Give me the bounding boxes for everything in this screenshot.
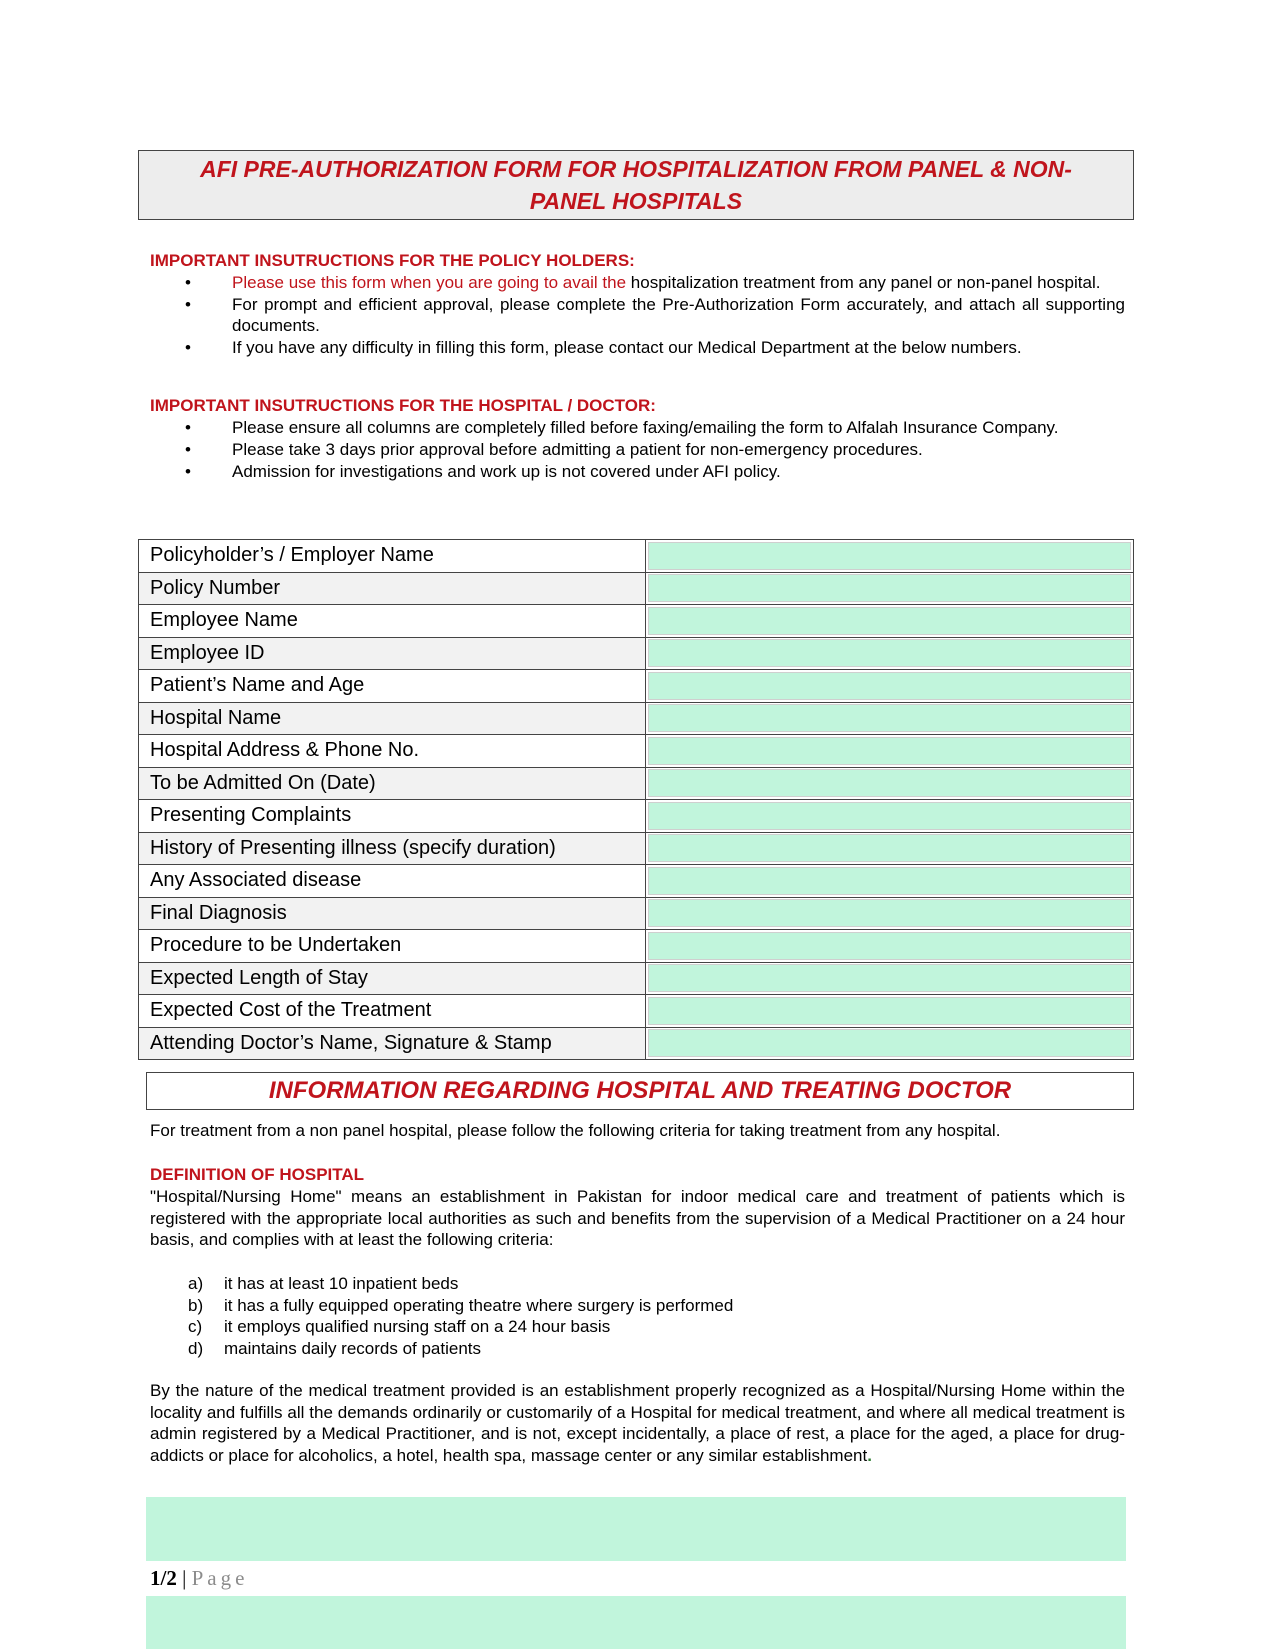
- form-row: [139, 702, 1134, 735]
- form-field-input[interactable]: [648, 964, 1131, 992]
- bullet-icon: •: [185, 418, 191, 437]
- list-item: • Please take 3 days prior approval before admitting a patient for non-emergency procedures.: [185, 440, 923, 459]
- form-field-label: Employee Name: [139, 605, 646, 638]
- form-field-label: Procedure to be Undertaken: [139, 930, 646, 963]
- form-row: [139, 767, 1134, 800]
- form-title-box: [138, 150, 1134, 220]
- form-field-input[interactable]: [648, 899, 1131, 927]
- list-item: [150, 1295, 1125, 1317]
- form-field-input[interactable]: [648, 737, 1131, 765]
- bullet-icon: •: [185, 273, 191, 292]
- list-item: • Admission for investigations and work up is not covered under AFI policy.: [185, 462, 781, 481]
- form-field-input[interactable]: [648, 834, 1131, 862]
- form-field-label: Employee ID: [139, 637, 646, 670]
- form-field-input[interactable]: [648, 574, 1131, 602]
- list-item: • Please ensure all columns are completely filled before faxing/emailing the form to Alfalah Insurance Company.: [185, 418, 1059, 437]
- form-field-label: History of Presenting illness (specify duration): [139, 832, 646, 865]
- closing-paragraph: By the nature of the medical treatment provided is an establishment properly recognized as a Hospital/Nursing Home within the locality and fulfills all the demands ordinarily or customarily of a Hospital for medical treatment, and where all medical treatment is admin registered by a Medical Practitioner, and is not, except incidentally, a place of rest, a place for the aged, a place for drug-addicts or place for alcoholics, a hotel, health spa, massage center or any similar establishment.: [150, 1381, 1125, 1465]
- bullet-icon: •: [185, 295, 191, 314]
- bullet-icon: •: [185, 338, 191, 357]
- form-field-input[interactable]: [648, 997, 1131, 1025]
- form-field-label: Any Associated disease: [139, 865, 646, 898]
- list-item: [150, 1273, 1125, 1295]
- form-row: [139, 1027, 1134, 1060]
- definition-heading: DEFINITION OF HOSPITAL: [150, 1165, 365, 1184]
- form-field-input[interactable]: [648, 932, 1131, 960]
- policy-holders-instructions: [150, 250, 1125, 359]
- form-field-input[interactable]: [648, 769, 1131, 797]
- list-item: [150, 1338, 1125, 1360]
- hospital-doctor-instructions: [150, 395, 1125, 483]
- info-heading: INFORMATION REGARDING HOSPITAL AND TREATING DOCTOR: [268, 1077, 1012, 1104]
- criteria-marker: d): [188, 1338, 204, 1358]
- criteria-list-wrap: [150, 1273, 1125, 1359]
- bullet-icon: •: [185, 440, 191, 459]
- form-row: [139, 897, 1134, 930]
- criteria-text: it has at least 10 inpatient beds: [224, 1274, 459, 1293]
- form-row: [139, 735, 1134, 768]
- list-item: [150, 1316, 1125, 1338]
- pre-authorization-form-table: [138, 539, 1134, 1060]
- criteria-marker: a): [188, 1274, 204, 1293]
- form-row: [139, 995, 1134, 1028]
- form-row: [139, 865, 1134, 898]
- form-field-input[interactable]: [648, 542, 1131, 570]
- form-field-label: Patient’s Name and Age: [139, 670, 646, 703]
- form-row: [139, 670, 1134, 703]
- form-row: [139, 930, 1134, 963]
- form-field-input[interactable]: [648, 639, 1131, 667]
- form-field-label: Hospital Name: [139, 702, 646, 735]
- criteria-text: it has a fully equipped operating theatre where surgery is performed: [224, 1295, 734, 1315]
- form-field-input[interactable]: [648, 672, 1131, 700]
- form-row: [139, 572, 1134, 605]
- form-field-input[interactable]: [648, 607, 1131, 635]
- form-field-label: Hospital Address & Phone No.: [139, 735, 646, 768]
- form-field-input[interactable]: [648, 867, 1131, 895]
- form-title: AFI PRE-AUTHORIZATION FORM FOR HOSPITALIZATION FROM PANEL & NON-PANEL HOSPITALS: [200, 156, 1072, 214]
- hospital-doctor-heading: IMPORTANT INSUTRUCTIONS FOR THE HOSPITAL / DOCTOR:: [150, 396, 656, 415]
- form-field-label: Policyholder’s / Employer Name: [139, 540, 646, 573]
- list-item: • If you have any difficulty in filling this form, please contact our Medical Department at the below numbers.: [185, 338, 1022, 357]
- form-field-input[interactable]: [648, 704, 1131, 732]
- criteria-text: it employs qualified nursing staff on a 24 hour basis: [224, 1317, 611, 1336]
- criteria-text: maintains daily records of patients: [224, 1338, 482, 1358]
- form-row: [139, 605, 1134, 638]
- page-word: Page: [191, 1566, 249, 1590]
- form-row: [139, 800, 1134, 833]
- form-field-label: Attending Doctor’s Name, Signature & Stamp: [139, 1027, 646, 1060]
- form-field-input[interactable]: [648, 802, 1131, 830]
- definition-text: "Hospital/Nursing Home" means an establishment in Pakistan for indoor medical care and treatment of patients which is registered with the appropriate local authorities as such and benefits from the supervision of a Medical Practitioner on a 24 hour basis, and complies with at least the following criteria:: [150, 1187, 1125, 1249]
- form-field-label: Policy Number: [139, 572, 646, 605]
- criteria-list: [150, 1273, 1125, 1359]
- bullet-icon: •: [185, 462, 191, 481]
- definition-section: [150, 1164, 1125, 1251]
- page-number: 1/2: [150, 1566, 177, 1590]
- form-field-input[interactable]: [648, 1029, 1131, 1057]
- form-field-label: Expected Cost of the Treatment: [139, 995, 646, 1028]
- footer-band-top: [146, 1497, 1126, 1561]
- policy-holders-heading: IMPORTANT INSUTRUCTIONS FOR THE POLICY HOLDERS:: [150, 251, 635, 270]
- form-row: [139, 832, 1134, 865]
- footer-band-bottom: [146, 1596, 1126, 1649]
- list-item: • For prompt and efficient approval, please complete the Pre-Authorization Form accurately, and attach all supporting documents.: [185, 295, 1125, 335]
- criteria-marker: c): [188, 1317, 203, 1336]
- page-footer: 1/2 | Page: [150, 1566, 249, 1590]
- form-row: [139, 962, 1134, 995]
- form-field-label: Presenting Complaints: [139, 800, 646, 833]
- form-row: [139, 637, 1134, 670]
- list-item: • Please use this form when you are going to avail the hospitalization treatment from any panel or non-panel hospital.: [185, 273, 1101, 292]
- form-field-label: To be Admitted On (Date): [139, 767, 646, 800]
- criteria-marker: b): [188, 1295, 204, 1315]
- form-field-label: Expected Length of Stay: [139, 962, 646, 995]
- info-intro: For treatment from a non panel hospital, please follow the following criteria for taking treatment from any hospital.: [150, 1121, 1001, 1140]
- info-heading-box: [146, 1072, 1134, 1110]
- form-field-label: Final Diagnosis: [139, 897, 646, 930]
- form-row: [139, 540, 1134, 573]
